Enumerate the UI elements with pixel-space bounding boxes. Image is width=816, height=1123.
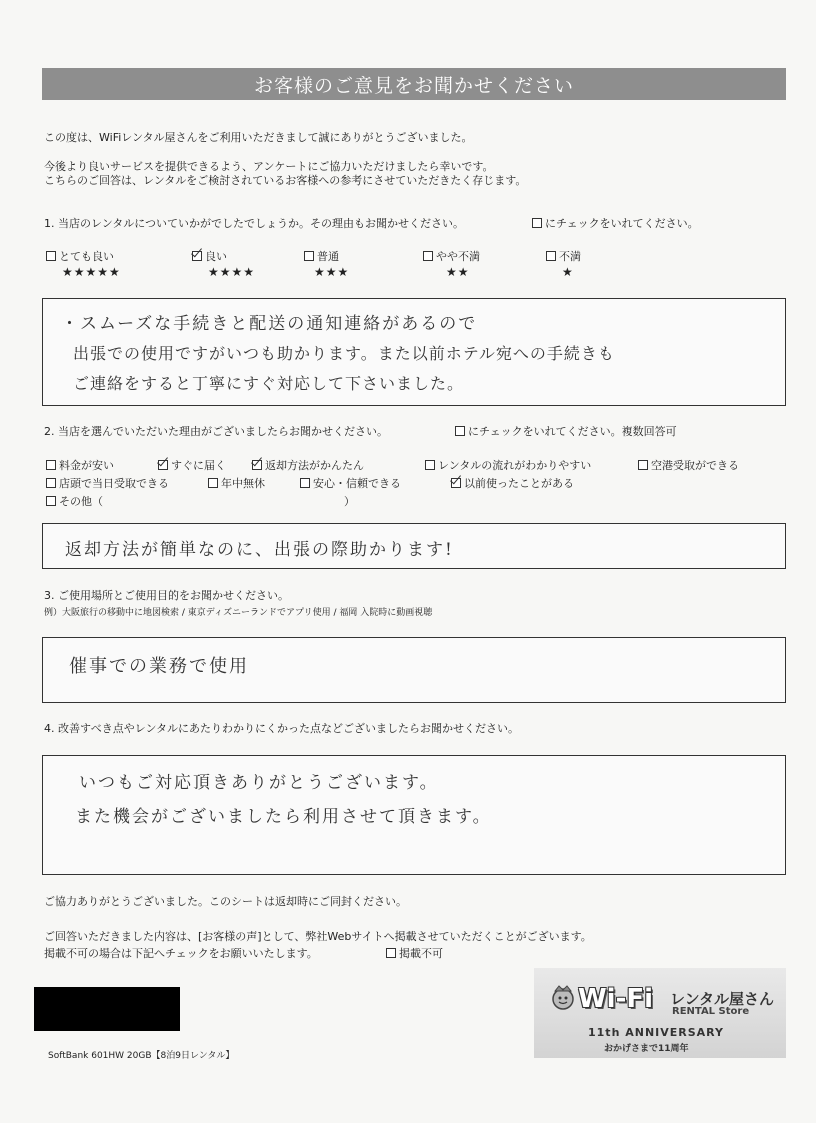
q1-option-very-good[interactable]: とても良い xyxy=(46,250,114,264)
q2-option-clear-flow[interactable]: レンタルの流れがわかりやすい xyxy=(425,459,591,473)
checkbox-icon[interactable] xyxy=(546,251,556,261)
q3-answer-box[interactable] xyxy=(42,637,786,703)
q2-answer: 返却方法が簡単なのに、出張の際助かります! xyxy=(65,540,454,560)
q1-option-normal[interactable]: 普通 xyxy=(304,250,339,264)
q2-hint: にチェックをいれてください。複数回答可 xyxy=(455,425,677,439)
q2-option-easy-return[interactable]: 返却方法がかんたん xyxy=(252,459,364,473)
no-publish-option[interactable]: 掲載不可 xyxy=(386,947,443,961)
q1-stars-1: ★ xyxy=(562,265,574,279)
logo-shop-text: レンタル屋さん xyxy=(670,990,775,1008)
checked-checkbox-icon[interactable] xyxy=(252,460,262,470)
hint-checkbox-icon xyxy=(532,218,542,228)
q1-option-unsatisfied[interactable]: 不満 xyxy=(546,250,581,264)
logo-wifi-text: Wi-Fi xyxy=(578,984,654,1014)
q1-question: 1. 当店のレンタルについていかがでしたでしょうか。その理由もお聞かせください。 xyxy=(44,217,465,230)
page-title: お客様のご意見をお聞かせください xyxy=(42,68,786,100)
q2-option-cheap[interactable]: 料金が安い xyxy=(46,459,114,473)
q1-stars-5: ★★★★★ xyxy=(62,265,121,279)
q3-question: 3. ご使用場所とご使用目的をお聞かせください。 xyxy=(44,589,289,602)
checkbox-icon[interactable] xyxy=(46,478,56,488)
q1-answer-line-2: 出張での使用ですがいつも助かります。また以前ホテル宛への手続きも xyxy=(73,344,615,363)
q1-hint: にチェックをいれてください。 xyxy=(532,217,699,231)
q2-answer-box[interactable] xyxy=(42,523,786,569)
q4-answer-line-2: また機会がございましたら利用させて頂きます。 xyxy=(75,807,492,827)
checkbox-icon[interactable] xyxy=(46,460,56,470)
q3-answer: 催事での業務で使用 xyxy=(69,656,249,677)
checkbox-icon[interactable] xyxy=(300,478,310,488)
checkbox-icon[interactable] xyxy=(208,478,218,488)
q2-question: 2. 当店を選んでいただいた理由がございましたらお聞かせください。 xyxy=(44,425,388,438)
q1-answer-box[interactable] xyxy=(42,298,786,406)
q1-option-slightly-unsatisfied[interactable]: やや不満 xyxy=(423,250,480,264)
q1-stars-3: ★★★ xyxy=(314,265,350,279)
checkbox-icon[interactable] xyxy=(386,948,396,958)
q2-option-fast-delivery[interactable]: すぐに届く xyxy=(158,459,226,473)
publish-notice-2: 掲載不可の場合は下記へチェックをお願いいたします。 xyxy=(44,947,318,960)
q2-option-airport-pickup[interactable]: 空港受取ができる xyxy=(638,459,739,473)
q2-other-close: ） xyxy=(344,495,355,508)
checkbox-icon[interactable] xyxy=(46,251,56,261)
device-info: SoftBank 601HW 20GB【8泊9日レンタル】 xyxy=(48,1051,235,1061)
q4-answer-line-1: いつもご対応頂きありがとうございます。 xyxy=(79,773,439,793)
q2-option-trustworthy[interactable]: 安心・信頼できる xyxy=(300,477,401,491)
q1-option-good[interactable]: 良い xyxy=(192,250,227,264)
crown-mascot-icon xyxy=(550,984,576,1010)
thanks-text: ご協力ありがとうございました。このシートは返却時にご同封ください。 xyxy=(44,895,407,908)
checked-checkbox-icon[interactable] xyxy=(158,460,168,470)
checkbox-icon[interactable] xyxy=(425,460,435,470)
checkbox-icon[interactable] xyxy=(638,460,648,470)
checked-checkbox-icon[interactable] xyxy=(192,251,202,261)
q3-example: 例）大阪旅行の移動中に地図検索 / 東京ディズニーランドでアプリ使用 / 福岡 入院時に動画視聴 xyxy=(44,608,433,618)
logo-anniversary-sub: おかげさまで11周年 xyxy=(604,1044,689,1054)
q2-option-store-pickup[interactable]: 店頭で当日受取できる xyxy=(46,477,169,491)
q1-stars-2: ★★ xyxy=(446,265,470,279)
q2-option-open-all-year[interactable]: 年中無休 xyxy=(208,477,265,491)
q2-option-used-before[interactable]: 以前使ったことがある xyxy=(451,477,574,491)
checked-checkbox-icon[interactable] xyxy=(451,478,461,488)
checkbox-icon[interactable] xyxy=(46,496,56,506)
q1-answer-line-3: ご連絡をすると丁寧にすぐ対応して下さいました。 xyxy=(73,374,465,393)
publish-notice-1: ご回答いただきました内容は、[お客様の声]として、弊社Webサイトへ掲載させていただくことがございます。 xyxy=(44,930,592,943)
logo-anniversary-text: 11th ANNIVERSARY xyxy=(588,1026,725,1039)
q1-stars-4: ★★★★ xyxy=(208,265,256,279)
intro-line-2: 今後より良いサービスを提供できるよう、アンケートにご協力いただけましたら幸いです。 xyxy=(44,160,494,173)
redacted-block xyxy=(34,987,180,1031)
q4-answer-box[interactable] xyxy=(42,755,786,875)
wifi-rental-logo xyxy=(534,968,786,1058)
q2-option-other[interactable]: その他（ xyxy=(46,495,103,509)
intro-line-1: この度は、WiFiレンタル屋さんをご利用いただきまして誠にありがとうございました。 xyxy=(44,131,473,144)
checkbox-icon[interactable] xyxy=(423,251,433,261)
intro-line-3: こちらのご回答は、レンタルをご検討されているお客様への参考にさせていただきたく存じます。 xyxy=(44,174,527,187)
hint-checkbox-icon xyxy=(455,426,465,436)
q1-answer-line-1: ・スムーズな手続きと配送の通知連絡があるので xyxy=(61,314,478,334)
checkbox-icon[interactable] xyxy=(304,251,314,261)
logo-rental-text: RENTAL Store xyxy=(672,1006,750,1017)
q4-question: 4. 改善すべき点やレンタルにあたりわかりにくかった点などございましたらお聞かせください。 xyxy=(44,722,520,735)
